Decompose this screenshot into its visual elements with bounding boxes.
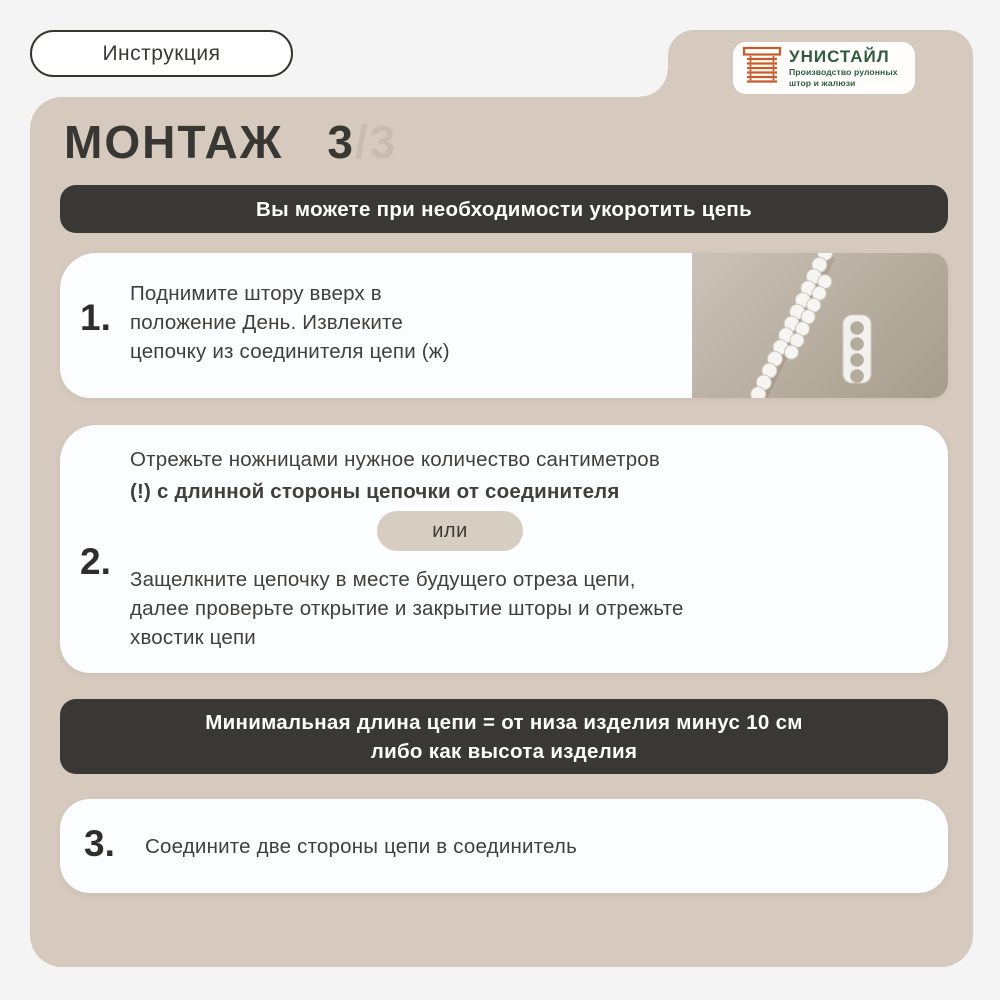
instruction-badge	[30, 30, 293, 77]
step-3-number: 3.	[84, 823, 115, 864]
banner-min-chain-length: Минимальная длина цепи = от низа изделия минус 10 см либо как высота изделия	[60, 699, 948, 774]
step-2-number: 2.	[80, 541, 111, 582]
step-2-text-regular: Отрежьте ножницами нужное количество сантиметров	[130, 448, 660, 471]
blinds-icon	[742, 45, 782, 92]
instruction-badge-label: Инструкция	[102, 41, 221, 65]
or-badge: или	[377, 511, 523, 551]
title-row	[64, 115, 397, 169]
brand-subtitle-line2: штор и жалюзи	[789, 77, 856, 88]
page-counter: 3/3	[327, 116, 398, 168]
step-3-text: Соедините две стороны цепи в соединитель	[145, 835, 577, 858]
instruction-card	[30, 97, 973, 967]
banner-shorten-chain: Вы можете при необходимости укоротить цепь	[60, 185, 948, 233]
step-2-alternative-text: Защелкните цепочку в месте будущего отреза цепи, далее проверьте открытие и закрытие шторы и отрежьте хвостик цепи	[130, 568, 684, 649]
brand-subtitle-line1: Производство рулонных	[789, 67, 898, 77]
step-1-number: 1.	[80, 297, 111, 338]
step-1-card	[60, 253, 948, 398]
chain-connector	[843, 315, 871, 383]
page-title: МОНТАЖ	[64, 116, 284, 168]
step-2-card	[60, 425, 948, 673]
step-2-text-bold: (!) с длинной стороны цепочки от соединителя	[130, 480, 620, 503]
brand-name: УНИСТАЙЛ	[789, 47, 890, 66]
tab-fillet	[640, 69, 668, 97]
step-3-card	[60, 799, 948, 893]
chain-photo	[692, 253, 948, 398]
brand-text	[789, 48, 898, 88]
brand-logo	[733, 42, 915, 94]
step-1-text: Поднимите штору вверх в положение День. Извлеките цепочку из соединителя цепи (ж)	[130, 282, 450, 363]
